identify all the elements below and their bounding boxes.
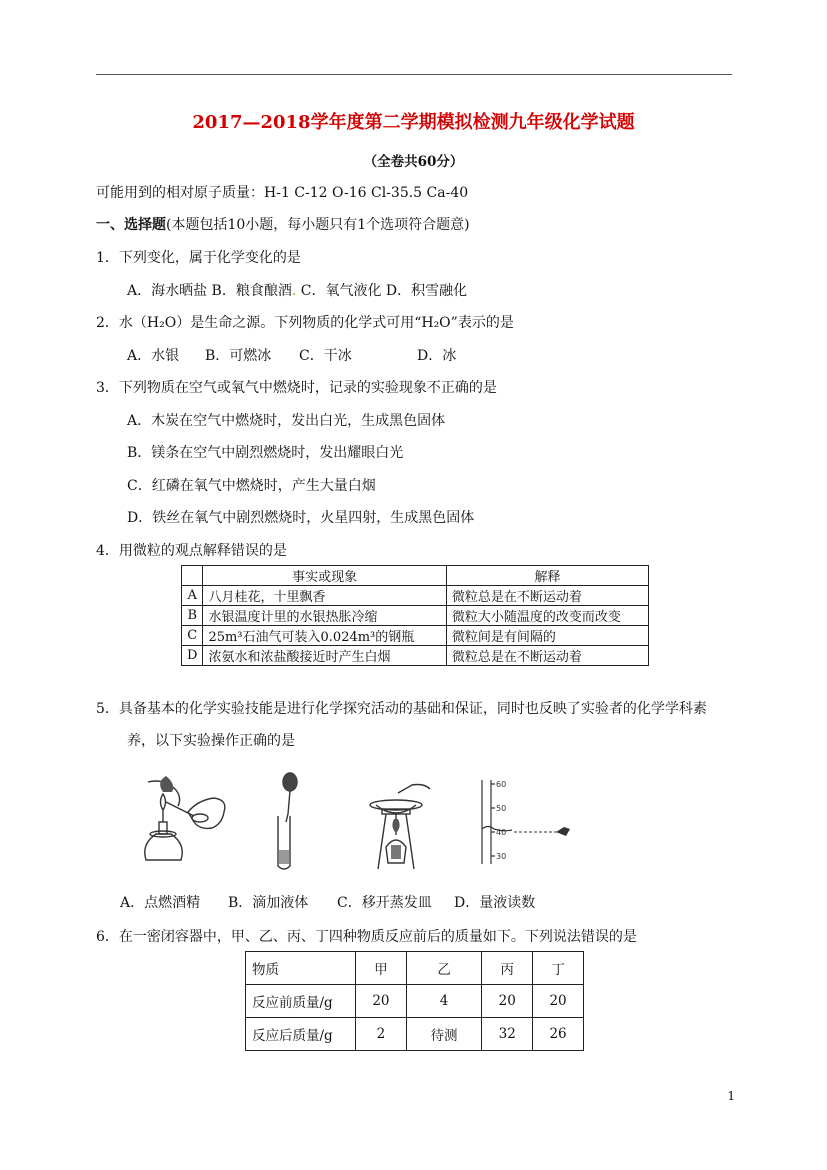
cell: 26: [533, 1018, 584, 1051]
header-rule: [96, 74, 732, 75]
cylinder-tick-50: 50: [496, 804, 507, 813]
table-header-row: [182, 566, 649, 586]
row-label: 反应前质量/g: [246, 985, 356, 1018]
q1-mark: .: [291, 283, 297, 299]
row-fact: 水银温度计里的水银热胀冷缩: [203, 606, 446, 626]
section-note: (本题包括10小题，每小题只有1个选项符合题意): [166, 217, 470, 233]
q2-option-b: B．可燃冰: [205, 348, 272, 364]
page-title: 2017—2018学年度第二学期模拟检测九年级化学试题: [192, 112, 635, 133]
row-key: C: [182, 626, 203, 646]
row-fact: 25m³石油气可装入0.024m³的钢瓶: [203, 626, 446, 646]
row-reason: 微粒总是在不断运动着: [446, 586, 648, 606]
q3-option-a: A．木炭在空气中燃烧时，发出白光，生成黑色固体: [127, 413, 446, 429]
header-yi: 乙: [406, 952, 482, 985]
q4-table: [181, 565, 649, 666]
atomic-masses: 可能用到的相对原子质量：H-1 C-12 O-16 Cl-35.5 Ca-40: [96, 185, 469, 201]
table-row: [246, 1018, 584, 1051]
header-substance: 物质: [246, 952, 356, 985]
lighting-alcohol-lamp-illustration: [136, 772, 236, 876]
row-fact: 八月桂花，十里飘香: [203, 586, 446, 606]
q1-options-a-b: A．海水晒盐 B．粮食酿酒: [127, 283, 292, 299]
reading-measuring-cylinder-illustration: [476, 776, 576, 868]
cylinder-tick-40: 40: [496, 828, 507, 837]
header-ding: 丁: [533, 952, 584, 985]
row-label: 反应后质量/g: [246, 1018, 356, 1051]
q5-option-d: D．量液读数: [454, 895, 536, 911]
q1-options-c-d: C．氧气液化 D．积雪融化: [296, 283, 468, 299]
cell: 20: [356, 985, 407, 1018]
header-reason: 解释: [446, 566, 648, 586]
cylinder-tick-60: 60: [496, 780, 507, 789]
q5-option-a: A．点燃酒精: [120, 895, 201, 911]
table-row: [182, 626, 649, 646]
moving-evaporating-dish-illustration: [366, 775, 434, 875]
row-key: A: [182, 586, 203, 606]
q5-option-c: C．移开蒸发皿: [337, 895, 432, 911]
cell: 待测: [406, 1018, 482, 1051]
q5-stem-line1: 5．具备基本的化学实验技能是进行化学探究活动的基础和保证，同时也反映了实验者的化学学科素: [96, 701, 707, 717]
q6-table: [245, 951, 584, 1051]
table-row: [182, 606, 649, 626]
q1-options: [127, 280, 467, 300]
q2-option-d: D．冰: [417, 348, 457, 364]
header-fact: 事实或现象: [203, 566, 446, 586]
q3-stem: 3．下列物质在空气或氧气中燃烧时，记录的实验现象不正确的是: [96, 380, 497, 396]
q5-stem-line2: 养，以下实验操作正确的是: [127, 733, 295, 749]
row-reason: 微粒总是在不断运动着: [446, 646, 648, 666]
q1-stem: 1．下列变化，属于化学变化的是: [96, 250, 301, 266]
section-heading: [96, 214, 470, 234]
page-subtitle: （全卷共60分）: [363, 154, 464, 170]
q2-option-c: C．干冰: [299, 348, 352, 364]
q2-option-a: A．水银: [127, 348, 180, 364]
cylinder-tick-30: 30: [496, 852, 507, 861]
table-row: [246, 985, 584, 1018]
page-number: 1: [727, 1089, 735, 1103]
table-row: [182, 646, 649, 666]
q3-option-b: B．镁条在空气中剧烈燃烧时，发出耀眼白光: [127, 445, 404, 461]
cell: 20: [482, 985, 533, 1018]
q4-stem: 4．用微粒的观点解释错误的是: [96, 543, 287, 559]
row-reason: 微粒间是有间隔的: [446, 626, 648, 646]
row-key: B: [182, 606, 203, 626]
row-reason: 微粒大小随温度的改变而改变: [446, 606, 648, 626]
row-fact: 浓氨水和浓盐酸接近时产生白烟: [203, 646, 446, 666]
cell: 4: [406, 985, 482, 1018]
cell: 20: [533, 985, 584, 1018]
header-bing: 丙: [482, 952, 533, 985]
q3-option-d: D．铁丝在氧气中剧烈燃烧时，火星四射，生成黑色固体: [127, 510, 475, 526]
q6-stem: 6．在一密闭容器中，甲、乙、丙、丁四种物质反应前后的质量如下。下列说法错误的是: [96, 929, 637, 945]
q5-option-b: B．滴加液体: [228, 895, 309, 911]
cell: 2: [356, 1018, 407, 1051]
section-title: 一、选择题: [96, 217, 166, 233]
q2-stem: 2．水（H₂O）是生命之源。下列物质的化学式可用“H₂O”表示的是: [96, 315, 514, 331]
dropping-liquid-illustration: [266, 770, 306, 874]
table-row: [182, 586, 649, 606]
row-key: D: [182, 646, 203, 666]
q3-option-c: C．红磷在氧气中燃烧时，产生大量白烟: [127, 478, 376, 494]
header-jia: 甲: [356, 952, 407, 985]
cell: 32: [482, 1018, 533, 1051]
table-header-row: [246, 952, 584, 985]
